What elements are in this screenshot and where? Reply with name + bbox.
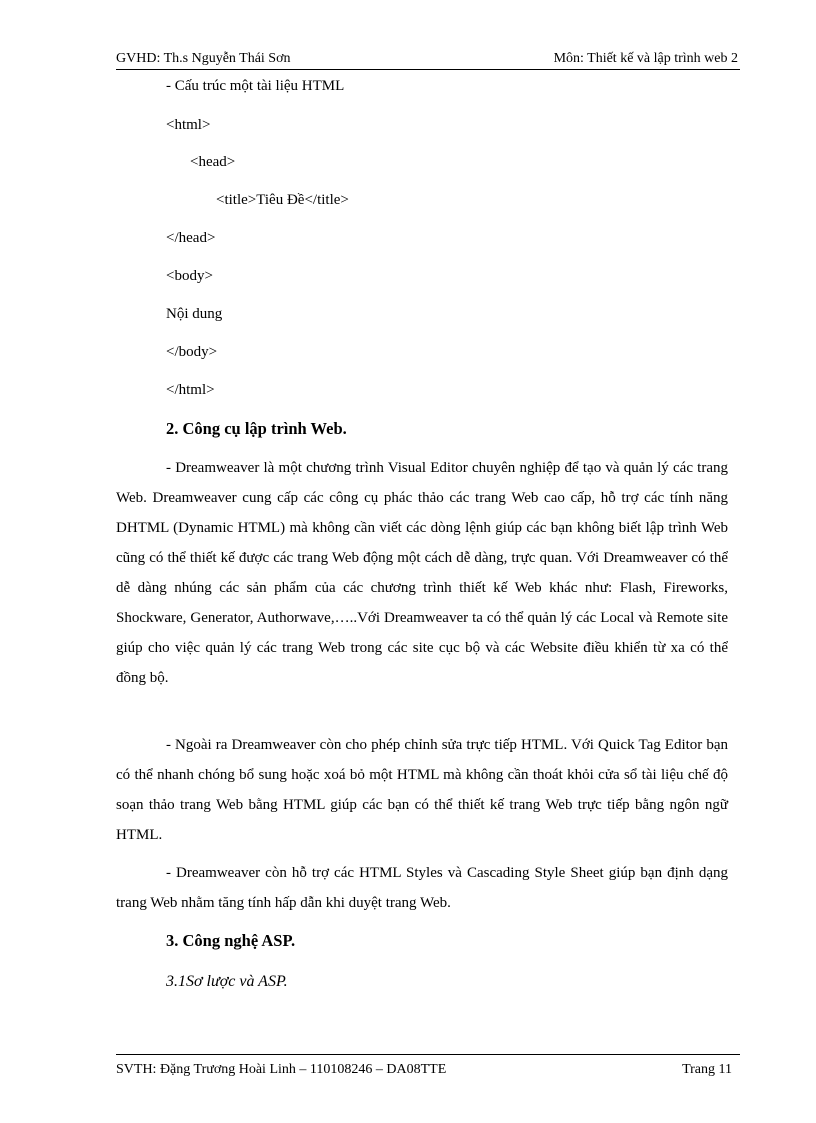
structure-bullet: - Cấu trúc một tài liệu HTML [166, 78, 345, 94]
subsection-3-1-heading: 3.1Sơ lược và ASP. [166, 973, 288, 990]
section-3-heading: 3. Công nghệ ASP. [166, 931, 296, 950]
paragraph-html-styles [116, 858, 728, 918]
paragraph-dreamweaver-intro-text: - Dreamweaver là một chương trình Visual Editor chuyên nghiệp để tạo và quản lý các trang Web. Dreamweaver cung cấp các công cụ phác thảo các trang Web cao cấp, hỗ trợ các tính năng DHTML (Dynamic HTML) mà không cần viết các dòng lệnh giúp các bạn không biết lập trình Web cũng có thể thiết kế được các trang Web động một cách dễ dàng, trực quan. Với Dreamweaver có thể dễ dàng nhúng các sản phẩm của các chương trình thiết kế Web khác như: Flash, Fireworks, Shockware, Generator, Authorwave,…..Với Dreamweaver ta có thể quản lý các Local và Remote site giúp cho việc quản lý các trang Web trong các site cục bộ và các Website điều khiển từ xa có thể đồng bộ. [116, 460, 728, 686]
page-header [116, 50, 740, 70]
code-line-html-open: <html> [166, 117, 211, 133]
section-2-heading: 2. Công cụ lập trình Web. [166, 419, 347, 438]
paragraph-quick-tag-editor-text: - Ngoài ra Dreamweaver còn cho phép chỉnh sửa trực tiếp HTML. Với Quick Tag Editor bạn có thể nhanh chóng bổ sung hoặc xoá bỏ một HTML mà không cần thoát khỏi cửa sổ tài liệu chế độ soạn thảo trang Web bằng HTML giúp các bạn có thể thiết kế trang Web trực tiếp bằng ngôn ngữ HTML. [116, 737, 728, 843]
page-footer [116, 1054, 740, 1077]
code-line-body-open: <body> [166, 268, 213, 284]
paragraph-dreamweaver-intro [116, 453, 728, 693]
paragraph-html-styles-text: - Dreamweaver còn hỗ trợ các HTML Styles và Cascading Style Sheet giúp bạn định dạng trang Web nhằm tăng tính hấp dẫn khi duyệt trang Web. [116, 865, 728, 911]
code-line-html-close: </html> [166, 382, 215, 398]
footer-student: SVTH: Đặng Trương Hoài Linh – 110108246 – DA08TTE [116, 1062, 447, 1077]
code-line-head-close: </head> [166, 230, 216, 246]
footer-page-number: Trang 11 [682, 1062, 732, 1077]
paragraph-quick-tag-editor [116, 730, 728, 850]
code-line-title: <title>Tiêu Đề</title> [216, 192, 349, 208]
header-subject: Môn: Thiết kế và lập trình web 2 [553, 51, 738, 66]
header-instructor: GVHD: Th.s Nguyễn Thái Sơn [116, 51, 291, 66]
code-line-head-open: <head> [190, 154, 236, 170]
code-line-body-close: </body> [166, 344, 218, 360]
code-line-content: Nội dung [166, 306, 223, 322]
